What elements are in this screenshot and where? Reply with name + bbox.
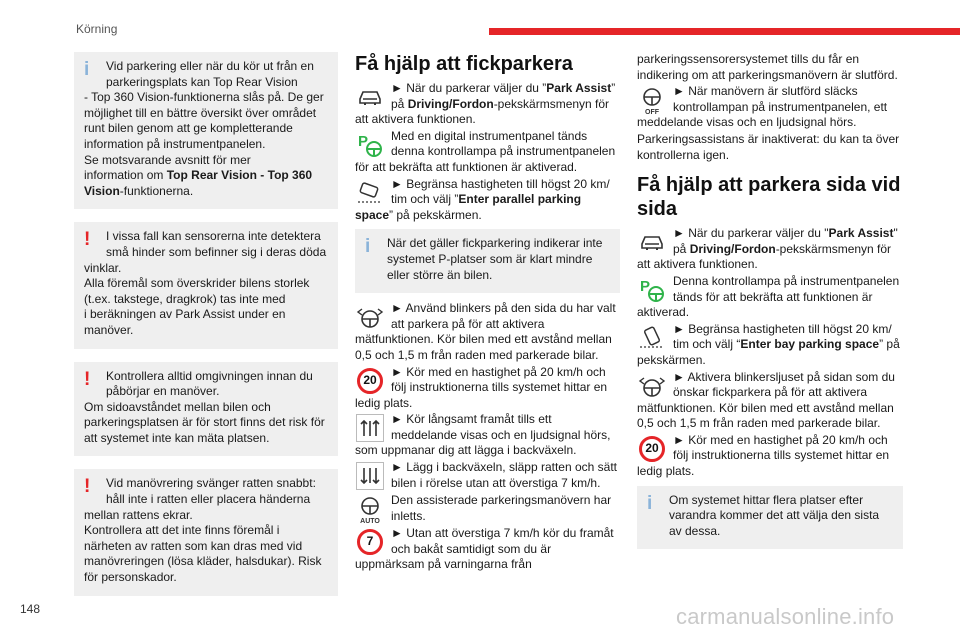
step-speed-20 [637,433,903,480]
text: ► När manövern är slutförd släcks kontrollampan på instrumentpanelen, ett meddelande visas och en ljudsignal hörs. [637,84,888,130]
speed-sign-icon [355,366,385,396]
text: ► Kör långsamt framåt tills ett meddelande visas och en ljudsignal hörs, som uppmanar dig att lägga i backväxeln. [355,412,611,458]
step-indicator-lamp [355,129,620,176]
info-note-multiple-spaces [637,486,903,550]
off-label: OFF [645,109,659,116]
speed-value: 20 [639,436,665,462]
reverse-arrows-icon [355,461,385,491]
section-heading-parallel: Få hjälp att fickparkera [355,53,573,75]
note-line: Vid manövrering svänger ratten snabbt: [106,476,316,491]
section-heading-bay: Få hjälp att parkera sida vid sida [637,174,901,221]
turn-signal-steering-icon [355,302,385,332]
note-line: vinklar. [84,260,122,275]
note-line: manövreringen (lösa kläder, halsdukar). Risk [84,554,322,569]
text: -pekskärmsmenyn för att aktivera funktionen. [637,241,892,272]
step-park-assist [355,81,620,128]
note-line: I vissa fall kan sensorerna inte detektera [106,229,321,244]
note-bold: Top Rear Vision - Top 360 [166,168,313,183]
info-marker-icon: i [84,59,90,80]
note-text: -funktionerna. [119,183,194,198]
note-text: Om systemet hittar flera platser efter varandra kommer det att välja den sista av dessa. [669,492,880,538]
bold-text: Driving/Fordon [689,241,776,256]
step-select-parallel [355,177,620,224]
info-note-parallel [355,229,620,293]
park-assist-lamp-icon [637,275,667,305]
step-maneuver-complete [637,84,903,131]
note-text: information om [84,168,164,183]
note-line: Vid parkering eller när du kör ut från en [106,59,314,73]
text: Med en digital instrumentpanel tänds denna kontrollampa på instrumentpanelen för att bekräfta att funktionen är aktiverad. [355,128,616,174]
note-line: möjlighet till en bättre översikt över området [84,105,317,120]
note-line: i beräkningen av Park Assist under en [84,307,286,322]
warning-marker-icon: ! [84,229,91,251]
text: ► Utan att överstiga 7 km/h kör du framåt och bakåt samtidigt som du är uppmärksam på varningarna från [355,526,614,572]
text: ” på [391,81,616,111]
note-line: information på instrumentpanelen. [84,136,266,151]
text: ► Kör med en hastighet på 20 km/h och följ instruktionerna tills systemet hittar en ledig plats. [355,364,608,410]
text: ► När du parkerar väljer du ” [391,81,547,95]
note-line: manöver. [84,322,134,337]
bold-text: Park Assist [828,226,894,241]
forward-arrows-icon [355,413,385,443]
text: ► Använd blinkers på den sida du har valt att parkera på för att aktivera mätfunktionen. Kör bilen med ett avstånd mellan 0,5 och 1,5 m från raden med parkerade bilar. [355,301,616,362]
bold-text: Driving/Fordon [407,96,494,111]
section-color-bar [489,28,960,35]
step-speed-7 [355,526,620,573]
page-number: 148 [20,602,41,616]
watermark: carmanualsonline.info [676,604,895,629]
svg-text:P: P [640,277,651,295]
parallel-parking-icon [355,178,385,208]
text: ” på pekskärmen. [637,337,900,367]
step-drive-forward [355,412,620,459]
speed-value: 20 [357,368,383,394]
text: ► Begränsa hastigheten till högst 20 km/ tim och välj ” [391,176,610,207]
speed-value: 7 [357,529,383,555]
text: ► Lägg i backväxeln, släpp ratten och sätt bilen i rörelse utan att överstiga 7 km/h. [391,460,618,490]
text: Denna kontrollampa på instrumentpanelen tänds för att bekräfta att funktionen är aktiverad. [637,273,900,320]
step-indicator [637,370,903,432]
auto-label: AUTO [360,518,380,525]
note-line: mellan rattens ekrar. [84,507,193,522]
step-indicator-lamp [637,274,903,321]
note-line: Kontrollera alltid omgivningen innan du [106,368,313,383]
warning-note-sensors [74,222,338,348]
left-column [74,52,338,609]
text: ► Aktivera blinkersljuset på sidan som du önskar fickparkera på för att aktivera mätfunktionen. Kör bilen med ett avstånd mellan 0,5 och 1,5 m från raden med parkerade bilar. [637,369,895,431]
note-line: att systemet inte kan mäta platsen. [84,430,270,445]
note-text: När det gäller fickparkering indikerar inte systemet P-platser som är klart mindre eller större än bilen. [387,236,603,282]
speed-sign-icon [355,527,385,557]
note-line: (t.ex. takstege, dragkrok) tas inte med [84,291,286,306]
note-line [84,184,328,200]
warning-marker-icon: ! [84,368,91,390]
note-line [84,168,328,184]
note-line: påbörjar en manöver. [106,384,220,399]
warning-note-steering [74,469,338,595]
svg-text:P: P [358,132,369,150]
note-line: Kontrollera att det inte finns föremål i [84,523,280,538]
bold-text: Enter bay parking space [740,337,880,352]
speed-sign-icon [637,434,667,464]
note-line: Alla föremål som överskrider bilens storlek [84,276,310,291]
paragraph-deactivated: Parkeringsassistans är inaktiverat: du kan ta över kontrollerna igen. [637,131,900,162]
bold-text: Enter parallel parking space [355,192,582,222]
info-marker-icon: i [365,236,371,258]
step-select-bay [637,322,903,369]
note-line: Se motsvarande avsnitt för mer [84,152,251,167]
note-line: Om sidoavståndet mellan bilen och [84,399,271,414]
auto-steering-icon [355,494,385,524]
warning-note-surroundings [74,362,338,457]
section-title: Körning [76,22,118,36]
step-speed-20 [355,365,620,412]
note-line: - Top 360 Vision-funktionerna slås på. De ger [84,90,324,105]
note-bold: Vision [84,183,120,198]
text: ► Begränsa hastigheten till högst 20 km/ tim och välj “ [673,321,892,352]
turn-signal-steering-icon [637,371,667,401]
note-line: parkeringsplats kan Top Rear Vision [106,74,298,89]
text: ” på pekskärmen. [389,207,482,222]
text: ► När du parkerar väljer du " [673,226,829,241]
note-line: närheten av ratten som kan dras med vid [84,538,303,553]
car-icon [637,227,667,257]
text: -pekskärmsmenyn för att aktivera funktionen. [355,96,610,127]
continued-paragraph: parkeringssensorersystemet tills du får en indikering om att parkeringsmanövern är slutförd. [637,52,898,82]
step-indicator [355,301,620,363]
note-line: runt bilen genom att ge kompletterande [84,121,293,136]
info-marker-icon: i [647,492,653,514]
note-line: små hinder som befinner sig i deras döda [106,244,327,259]
warning-marker-icon: ! [84,476,91,498]
park-assist-lamp-icon [355,130,385,160]
steering-off-icon [637,85,667,115]
text: ► Kör med en hastighet på 20 km/h och följ instruktionerna tills systemet hittar en ledig plats. [637,432,890,479]
note-line: parkeringsplatsen är för stort finns det risk för [84,415,325,430]
note-line: håll inte i ratten eller placera händerna [106,492,311,507]
text: " på [673,226,898,256]
info-note-top-rear-vision [74,52,338,209]
middle-column [355,52,620,574]
text: Den assisterade parkeringsmanövern har inletts. [391,493,612,523]
right-column [637,52,903,557]
step-park-assist [637,226,903,273]
note-line: för personskador. [84,570,177,585]
bay-parking-icon [637,323,667,353]
car-icon [355,82,385,112]
step-reverse [355,460,620,492]
bold-text: Park Assist [546,81,612,95]
step-auto [355,493,620,525]
